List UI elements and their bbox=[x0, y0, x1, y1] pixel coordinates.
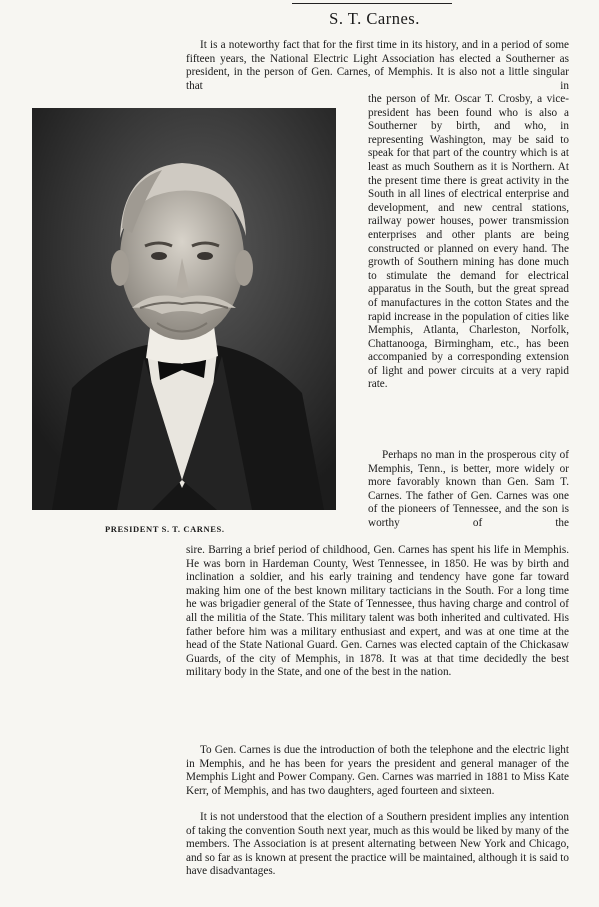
top-rule bbox=[292, 3, 452, 4]
wide-paragraph-3 bbox=[186, 811, 569, 879]
wide-paragraph-1 bbox=[186, 544, 569, 680]
column-paragraph-2: Perhaps no man in the prosperous city of Memphis, Tenn., is better, more widely or more favorably known than Gen. Sam T. Carnes. The father of Gen. Carnes was one of the pioneers of Tennessee, and the son is worthy of the bbox=[368, 449, 569, 529]
photo-caption: PRESIDENT S. T. CARNES. bbox=[105, 524, 225, 534]
wide-paragraph-2 bbox=[186, 744, 569, 798]
intro-paragraph-block bbox=[186, 39, 569, 93]
portrait-photo bbox=[32, 108, 336, 510]
column-paragraph-1: the person of Mr. Oscar T. Crosby, a vice-president has been found who is also a Southerner by birth, and who, in representing Washington, may be said to speak for that part of the country which is at least as much Southern as it is Northern. At the present time there is great activity in the South in all lines of electrical enterprise and development, and new central stations, railway power houses, power transmission enterprises and other plants are being constructed or planned on every hand. The growth of Southern mining has done much to stimulate the demand for electrical apparatus in the South, but the great spread of manufactures in the cotton States and the rapid increase in the population of cities like Memphis, Atlanta, Charleston, Norfolk, Chattanooga, Birmingham, etc., has been accompanied by a corresponding extension of light and power circuits at a very rapid rate. bbox=[368, 93, 569, 391]
right-column-paragraph-2 bbox=[368, 449, 569, 531]
right-column-paragraph-1 bbox=[368, 93, 569, 392]
intro-paragraph: It is a noteworthy fact that for the first time in its history, and in a period of some fifteen years, the National Electric Light Association has elected a Southerner as president, in the person of Gen. Carnes, of Memphis. It is also not a little singular that in bbox=[186, 39, 569, 92]
paragraph-telephone: To Gen. Carnes is due the introduction of both the telephone and the electric light in Memphis, and he has been for years the president and general manager of the Memphis Light and Power Company. Gen. Carnes was married in 1881 to Miss Kate Kerr, of Memphis, and has two daughters, aged fourteen and sixteen. bbox=[186, 744, 569, 797]
portrait-image bbox=[32, 108, 336, 510]
paragraph-military: sire. Barring a brief period of childhood, Gen. Carnes has spent his life in Memphis. He was born in Hardeman County, West Tennessee, in 1850. He was by birth and inclination a soldier, and his early training and tendency have gone far toward making him one of the best known military tacticians in the South. For a long time he was brigadier general of the State of Tennessee, thus having charge and control of all the militia of the State. This military talent was both inherited and cultivated. His father before him was a military enthusiast and expert, and was at one time at the head of the State National Guard. Gen. Carnes was elected captain of the Chickasaw Guards, of the city of Memphis, in 1878. It was at that time decidedly the best military body in the State, and one of the best in the nation. bbox=[186, 544, 569, 679]
paragraph-convention: It is not understood that the election of a Southern president implies any intention of taking the convention South next year, much as this would be liked by many of the members. The Association is at present alternating between New York and Chicago, and so far as is known at present the practice will be maintained, although it is said to have disadvantages. bbox=[186, 811, 569, 878]
article-title: S. T. Carnes. bbox=[329, 9, 420, 28]
